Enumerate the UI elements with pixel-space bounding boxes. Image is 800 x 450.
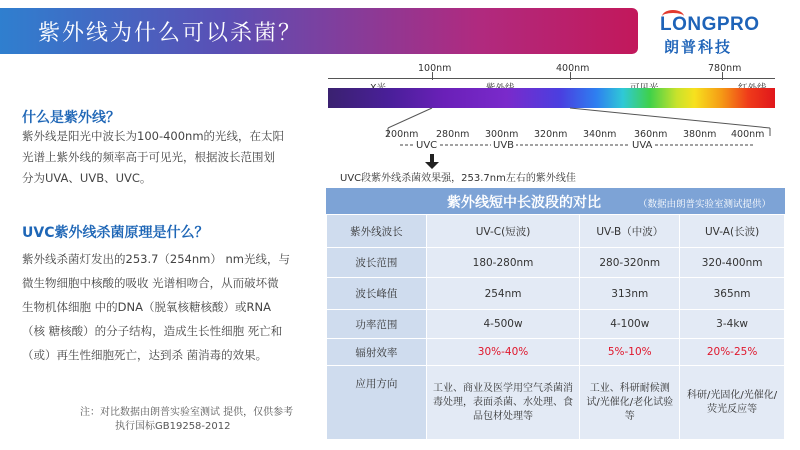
table-row-label: 辐射效率	[327, 339, 427, 366]
scale-label: 360nm	[634, 129, 668, 140]
section-heading-uvc-principle: UVC紫外线杀菌原理是什么？	[22, 225, 209, 241]
scale-label: 380nm	[683, 129, 717, 140]
scale-label: 340nm	[583, 129, 617, 140]
table-row	[327, 278, 785, 310]
tick-label: 400nm	[556, 63, 590, 74]
scale-label: 280nm	[436, 129, 470, 140]
scale-label: 320nm	[534, 129, 568, 140]
tick-label: 780nm	[708, 63, 742, 74]
scale-label: 400nm	[731, 129, 765, 140]
band-label-uvc: UVC	[416, 140, 438, 151]
table-cell-highlight: 20%-25%	[680, 339, 785, 366]
table-cell: 320-400nm	[680, 248, 785, 278]
table-cell: 365nm	[680, 278, 785, 310]
table-cell-highlight: 5%-10%	[580, 339, 680, 366]
table-header-cell: UV-C(短波)	[426, 215, 580, 248]
band-label-uvb: UVB	[493, 140, 515, 151]
table-row-label: 功率范围	[327, 310, 427, 339]
table-cell: 工业、科研耐候测试/光催化/老化试验等	[580, 366, 680, 440]
uv-comparison-table	[326, 214, 785, 440]
table-header-cell: UV-B（中波）	[580, 215, 680, 248]
table-cell-highlight: 30%-40%	[426, 339, 580, 366]
scale-label: 300nm	[485, 129, 519, 140]
table-cell: 313nm	[580, 278, 680, 310]
table-row	[327, 310, 785, 339]
table-row	[327, 339, 785, 366]
table-cell: 280-320nm	[580, 248, 680, 278]
table-title: 紫外线短中长波段的对比	[447, 195, 601, 211]
text-line: 光谱上紫外线的频率高于可见光，根据波长范围划	[22, 150, 275, 164]
table-cell: 4-100w	[580, 310, 680, 339]
table-row-label: 应用方向	[327, 366, 427, 440]
tick-label: 100nm	[418, 63, 452, 74]
text-line: （核 糖核酸）的分子结构，造成生长性细胞 死亡和	[22, 324, 283, 338]
table-row-label: 波长范围	[327, 248, 427, 278]
band-label-uva: UVA	[632, 140, 653, 151]
table-header-cell: UV-A(长波)	[680, 215, 785, 248]
text-line: 分为UVA、UVB、UVC。	[22, 171, 152, 185]
page-title: 紫外线为什么可以杀菌？	[38, 21, 303, 46]
footnote-line: 执行国标GB19258-2012	[115, 421, 231, 432]
table-subtitle: （数据由朗普实验室测试提供）	[638, 199, 772, 210]
text-line: 紫外线杀菌灯发出的253.7（254nm） nm光线，与	[22, 252, 291, 266]
text-line: （或）再生性细胞死亡，达到杀 菌消毒的效果。	[22, 348, 268, 362]
table-title-bar	[326, 188, 785, 214]
table-row-label: 波长峰值	[327, 278, 427, 310]
table-cell: 180-280nm	[426, 248, 580, 278]
text-line: 微生物细胞中核酸的吸收 光谱相吻合，从而破坏微	[22, 276, 279, 290]
table-cell: 3-4kw	[680, 310, 785, 339]
table-cell: 科研/光固化/光催化/ 荧光反应等	[680, 366, 785, 440]
scale-label: 200nm	[385, 129, 419, 140]
spectrum-caption: UVC段紫外线杀菌效果强，253.7nm左右的紫外线佳	[340, 173, 576, 184]
table-header-row	[327, 215, 785, 248]
table-row	[327, 248, 785, 278]
footnote-line: 注：对比数据由朗普实验室测试 提供，仅供参考	[80, 407, 294, 418]
logo-text-zh: 朗普科技	[664, 38, 733, 56]
section-heading-what-is-uv: 什么是紫外线？	[22, 110, 120, 126]
table-cell: 工业、商业及医学用空气杀菌消毒处理，表面杀菌、水处理、食品包材处理等	[426, 366, 580, 440]
table-row	[327, 366, 785, 440]
table-header-cell: 紫外线波长	[327, 215, 427, 248]
table-cell: 254nm	[426, 278, 580, 310]
text-line: 紫外线是阳光中波长为100-400nm的光线，在太阳	[22, 129, 285, 143]
text-line: 生物机体细胞 中的DNA（脱氧核糖核酸）或RNA	[22, 300, 271, 314]
table-cell: 4-500w	[426, 310, 580, 339]
logo-text-en: LONGPRO	[660, 14, 760, 35]
